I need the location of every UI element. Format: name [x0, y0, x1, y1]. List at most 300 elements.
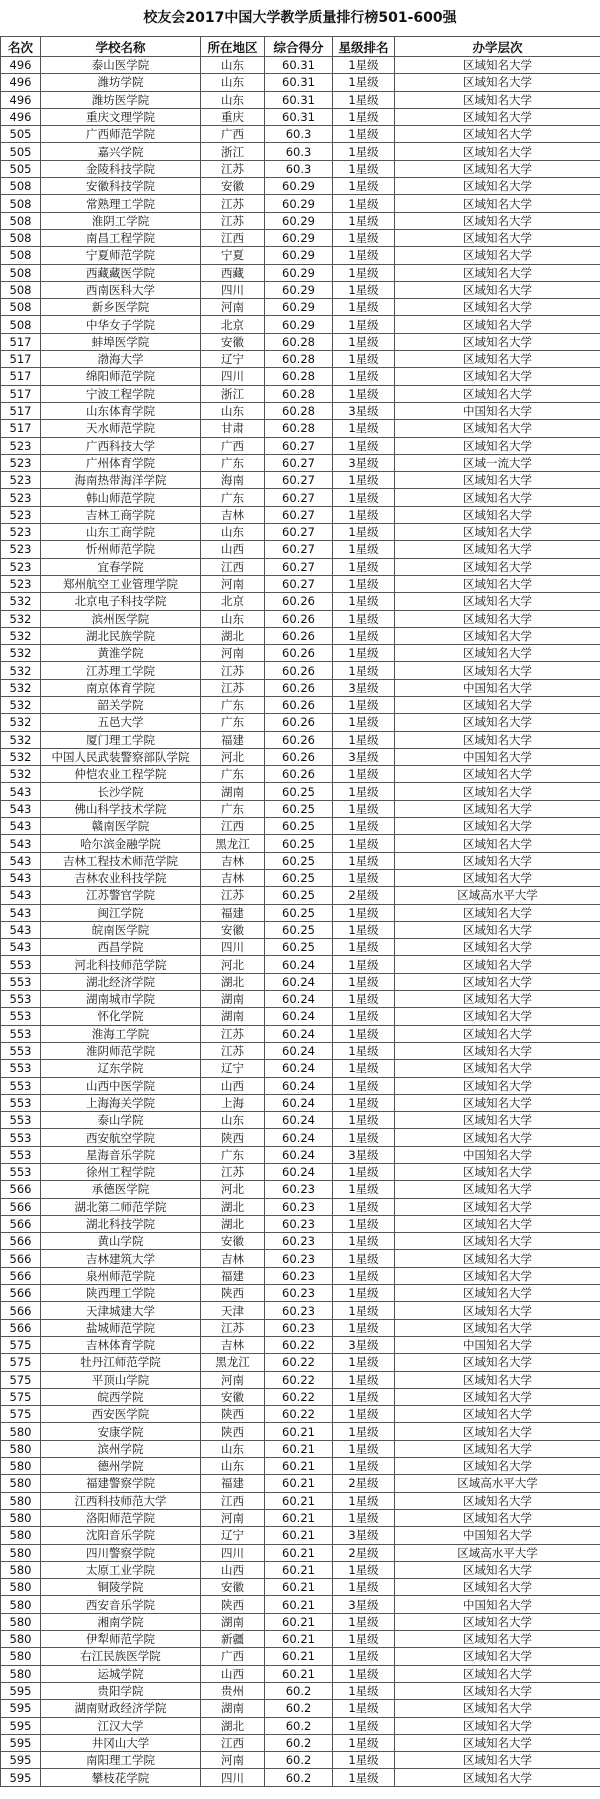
level-cell: 区域知名大学 [395, 714, 600, 731]
score-cell: 60.28 [265, 402, 333, 419]
score-cell: 60.24 [265, 956, 333, 973]
level-cell: 区域知名大学 [395, 1509, 600, 1526]
table-body [1, 57, 600, 1787]
score-cell: 60.21 [265, 1458, 333, 1475]
school-cell: 铜陵学院 [41, 1579, 201, 1596]
school-cell: 广西科技大学 [41, 437, 201, 454]
school-cell: 福建警察学院 [41, 1475, 201, 1492]
school-cell: 贵阳学院 [41, 1682, 201, 1699]
score-cell: 60.25 [265, 783, 333, 800]
region-cell: 山东 [201, 74, 265, 91]
level-cell: 区域知名大学 [395, 1354, 600, 1371]
level-cell: 区域知名大学 [395, 143, 600, 160]
school-cell: 湘南学院 [41, 1613, 201, 1630]
score-cell: 60.23 [265, 1267, 333, 1284]
score-cell: 60.27 [265, 437, 333, 454]
star-cell: 1星级 [333, 1285, 395, 1302]
region-cell: 黑龙江 [201, 835, 265, 852]
star-cell: 1星级 [333, 1181, 395, 1198]
region-cell: 安徽 [201, 921, 265, 938]
table-row [1, 454, 600, 471]
rank-cell: 566 [1, 1215, 41, 1232]
score-cell: 60.23 [265, 1250, 333, 1267]
rank-cell: 523 [1, 506, 41, 523]
star-cell: 1星级 [333, 904, 395, 921]
star-cell: 1星级 [333, 1492, 395, 1509]
school-cell: 新乡医学院 [41, 299, 201, 316]
table-row [1, 1042, 600, 1059]
star-cell: 1星级 [333, 1371, 395, 1388]
region-cell: 辽宁 [201, 351, 265, 368]
table-row [1, 1302, 600, 1319]
rank-cell: 517 [1, 420, 41, 437]
school-cell: 宁波工程学院 [41, 385, 201, 402]
table-row [1, 1077, 600, 1094]
rank-cell: 553 [1, 1060, 41, 1077]
level-cell: 区域知名大学 [395, 1233, 600, 1250]
level-cell: 区域知名大学 [395, 108, 600, 125]
score-cell: 60.27 [265, 575, 333, 592]
score-cell: 60.27 [265, 454, 333, 471]
school-cell: 吉林工程技术师范学院 [41, 852, 201, 869]
region-cell: 广东 [201, 696, 265, 713]
region-cell: 山西 [201, 1077, 265, 1094]
rank-cell: 553 [1, 1094, 41, 1111]
rank-cell: 595 [1, 1682, 41, 1699]
table-row [1, 1423, 600, 1440]
star-cell: 1星级 [333, 1665, 395, 1682]
level-cell: 区域知名大学 [395, 1302, 600, 1319]
rank-cell: 580 [1, 1423, 41, 1440]
school-cell: 潍坊医学院 [41, 91, 201, 108]
star-cell: 1星级 [333, 108, 395, 125]
rank-cell: 543 [1, 835, 41, 852]
rank-cell: 532 [1, 627, 41, 644]
table-row [1, 558, 600, 575]
level-cell: 中国知名大学 [395, 679, 600, 696]
table-row [1, 299, 600, 316]
score-cell: 60.27 [265, 558, 333, 575]
score-cell: 60.28 [265, 420, 333, 437]
school-cell: 安康学院 [41, 1423, 201, 1440]
level-cell: 区域知名大学 [395, 316, 600, 333]
level-cell: 区域知名大学 [395, 973, 600, 990]
star-cell: 1星级 [333, 299, 395, 316]
level-cell: 区域知名大学 [395, 420, 600, 437]
region-cell: 北京 [201, 316, 265, 333]
school-cell: 德州学院 [41, 1458, 201, 1475]
region-cell: 安徽 [201, 178, 265, 195]
rank-cell: 575 [1, 1406, 41, 1423]
region-cell: 广东 [201, 454, 265, 471]
level-cell: 区域知名大学 [395, 1267, 600, 1284]
star-cell: 1星级 [333, 1613, 395, 1630]
level-cell: 区域知名大学 [395, 593, 600, 610]
region-cell: 湖北 [201, 627, 265, 644]
region-cell: 江西 [201, 558, 265, 575]
star-cell: 1星级 [333, 195, 395, 212]
table-row [1, 1492, 600, 1509]
school-cell: 广西师范学院 [41, 126, 201, 143]
level-cell: 区域知名大学 [395, 1198, 600, 1215]
school-cell: 河北科技师范学院 [41, 956, 201, 973]
school-cell: 中国人民武装警察部队学院 [41, 748, 201, 765]
level-cell: 区域知名大学 [395, 1077, 600, 1094]
region-cell: 安徽 [201, 333, 265, 350]
score-cell: 60.24 [265, 1025, 333, 1042]
star-cell: 1星级 [333, 1042, 395, 1059]
level-cell: 区域知名大学 [395, 1458, 600, 1475]
table-row [1, 991, 600, 1008]
star-cell: 1星级 [333, 662, 395, 679]
school-cell: 渤海大学 [41, 351, 201, 368]
table-row [1, 1233, 600, 1250]
header-level: 办学层次 [395, 37, 600, 57]
score-cell: 60.2 [265, 1682, 333, 1699]
table-row [1, 1752, 600, 1769]
score-cell: 60.26 [265, 714, 333, 731]
table-row [1, 1112, 600, 1129]
star-cell: 3星级 [333, 1146, 395, 1163]
level-cell: 区域知名大学 [395, 1025, 600, 1042]
region-cell: 陕西 [201, 1285, 265, 1302]
school-cell: 金陵科技学院 [41, 160, 201, 177]
school-cell: 长沙学院 [41, 783, 201, 800]
score-cell: 60.24 [265, 1112, 333, 1129]
region-cell: 山东 [201, 1440, 265, 1457]
score-cell: 60.21 [265, 1579, 333, 1596]
star-cell: 1星级 [333, 939, 395, 956]
level-cell: 区域一流大学 [395, 454, 600, 471]
star-cell: 1星级 [333, 1164, 395, 1181]
region-cell: 湖南 [201, 1700, 265, 1717]
star-cell: 1星级 [333, 1077, 395, 1094]
level-cell: 区域知名大学 [395, 956, 600, 973]
level-cell: 区域知名大学 [395, 800, 600, 817]
header-rank: 名次 [1, 37, 41, 57]
rank-cell: 508 [1, 229, 41, 246]
star-cell: 3星级 [333, 748, 395, 765]
rank-cell: 532 [1, 696, 41, 713]
score-cell: 60.23 [265, 1319, 333, 1336]
table-row [1, 1631, 600, 1648]
level-cell: 区域知名大学 [395, 195, 600, 212]
rank-cell: 523 [1, 454, 41, 471]
score-cell: 60.25 [265, 869, 333, 886]
score-cell: 60.24 [265, 1094, 333, 1111]
table-row [1, 818, 600, 835]
level-cell: 区域知名大学 [395, 178, 600, 195]
region-cell: 广东 [201, 1146, 265, 1163]
level-cell: 区域知名大学 [395, 1423, 600, 1440]
rank-cell: 580 [1, 1613, 41, 1630]
star-cell: 3星级 [333, 402, 395, 419]
school-cell: 淮阴工学院 [41, 212, 201, 229]
star-cell: 1星级 [333, 524, 395, 541]
score-cell: 60.23 [265, 1285, 333, 1302]
level-cell: 区域知名大学 [395, 1613, 600, 1630]
region-cell: 河南 [201, 299, 265, 316]
star-cell: 1星级 [333, 610, 395, 627]
score-cell: 60.29 [265, 229, 333, 246]
star-cell: 1星级 [333, 126, 395, 143]
table-row [1, 1215, 600, 1232]
table-row [1, 1250, 600, 1267]
level-cell: 区域知名大学 [395, 1717, 600, 1734]
school-cell: 怀化学院 [41, 1008, 201, 1025]
region-cell: 湖北 [201, 1717, 265, 1734]
region-cell: 山西 [201, 541, 265, 558]
region-cell: 江苏 [201, 160, 265, 177]
rank-cell: 595 [1, 1700, 41, 1717]
school-cell: 韩山师范学院 [41, 489, 201, 506]
region-cell: 吉林 [201, 869, 265, 886]
table-row [1, 1579, 600, 1596]
score-cell: 60.26 [265, 627, 333, 644]
table-row [1, 143, 600, 160]
school-cell: 湖北科技学院 [41, 1215, 201, 1232]
table-row [1, 1544, 600, 1561]
table-row [1, 351, 600, 368]
region-cell: 山东 [201, 402, 265, 419]
header-star: 星级排名 [333, 37, 395, 57]
level-cell: 区域知名大学 [395, 783, 600, 800]
region-cell: 安徽 [201, 1233, 265, 1250]
rank-cell: 543 [1, 783, 41, 800]
level-cell: 区域知名大学 [395, 1734, 600, 1751]
score-cell: 60.21 [265, 1561, 333, 1578]
score-cell: 60.25 [265, 818, 333, 835]
star-cell: 1星级 [333, 1250, 395, 1267]
table-row [1, 264, 600, 281]
star-cell: 3星级 [333, 679, 395, 696]
level-cell: 区域知名大学 [395, 818, 600, 835]
school-cell: 西南医科大学 [41, 281, 201, 298]
score-cell: 60.21 [265, 1613, 333, 1630]
star-cell: 1星级 [333, 247, 395, 264]
star-cell: 1星级 [333, 575, 395, 592]
school-cell: 星海音乐学院 [41, 1146, 201, 1163]
score-cell: 60.24 [265, 1060, 333, 1077]
table-row [1, 696, 600, 713]
star-cell: 1星级 [333, 506, 395, 523]
score-cell: 60.29 [265, 178, 333, 195]
score-cell: 60.26 [265, 766, 333, 783]
score-cell: 60.24 [265, 1042, 333, 1059]
rank-cell: 580 [1, 1440, 41, 1457]
score-cell: 60.22 [265, 1406, 333, 1423]
star-cell: 1星级 [333, 57, 395, 74]
star-cell: 1星级 [333, 1440, 395, 1457]
region-cell: 吉林 [201, 1250, 265, 1267]
rank-cell: 553 [1, 973, 41, 990]
school-cell: 常熟理工学院 [41, 195, 201, 212]
score-cell: 60.3 [265, 126, 333, 143]
table-row [1, 333, 600, 350]
table-row [1, 679, 600, 696]
level-cell: 区域知名大学 [395, 558, 600, 575]
star-cell: 1星级 [333, 1682, 395, 1699]
level-cell: 区域知名大学 [395, 1094, 600, 1111]
rank-cell: 580 [1, 1579, 41, 1596]
score-cell: 60.26 [265, 731, 333, 748]
star-cell: 2星级 [333, 1544, 395, 1561]
table-row [1, 368, 600, 385]
school-cell: 皖南医学院 [41, 921, 201, 938]
region-cell: 重庆 [201, 108, 265, 125]
region-cell: 海南 [201, 472, 265, 489]
score-cell: 60.27 [265, 472, 333, 489]
region-cell: 江苏 [201, 212, 265, 229]
table-row [1, 610, 600, 627]
rank-cell: 580 [1, 1458, 41, 1475]
score-cell: 60.29 [265, 264, 333, 281]
star-cell: 1星级 [333, 714, 395, 731]
level-cell: 区域知名大学 [395, 1752, 600, 1769]
level-cell: 区域知名大学 [395, 57, 600, 74]
score-cell: 60.28 [265, 368, 333, 385]
table-row [1, 1025, 600, 1042]
score-cell: 60.24 [265, 1146, 333, 1163]
region-cell: 北京 [201, 593, 265, 610]
school-cell: 滨州医学院 [41, 610, 201, 627]
score-cell: 60.22 [265, 1388, 333, 1405]
star-cell: 1星级 [333, 1648, 395, 1665]
school-cell: 淮阴师范学院 [41, 1042, 201, 1059]
level-cell: 区域知名大学 [395, 1440, 600, 1457]
rank-cell: 580 [1, 1648, 41, 1665]
score-cell: 60.3 [265, 160, 333, 177]
school-cell: 忻州师范学院 [41, 541, 201, 558]
rank-cell: 543 [1, 800, 41, 817]
score-cell: 60.26 [265, 662, 333, 679]
table-row [1, 1336, 600, 1353]
table-row [1, 766, 600, 783]
region-cell: 山西 [201, 1561, 265, 1578]
rank-cell: 508 [1, 281, 41, 298]
level-cell: 区域知名大学 [395, 281, 600, 298]
rank-cell: 508 [1, 264, 41, 281]
level-cell: 区域知名大学 [395, 1008, 600, 1025]
rank-cell: 523 [1, 437, 41, 454]
level-cell: 区域知名大学 [395, 1060, 600, 1077]
region-cell: 黑龙江 [201, 1354, 265, 1371]
school-cell: 绵阳师范学院 [41, 368, 201, 385]
star-cell: 1星级 [333, 558, 395, 575]
score-cell: 60.28 [265, 351, 333, 368]
table-row [1, 1717, 600, 1734]
school-cell: 井冈山大学 [41, 1734, 201, 1751]
star-cell: 1星级 [333, 316, 395, 333]
star-cell: 1星级 [333, 1094, 395, 1111]
school-cell: 承德医学院 [41, 1181, 201, 1198]
score-cell: 60.26 [265, 593, 333, 610]
school-cell: 西藏藏医学院 [41, 264, 201, 281]
school-cell: 辽东学院 [41, 1060, 201, 1077]
table-row [1, 385, 600, 402]
school-cell: 黄淮学院 [41, 645, 201, 662]
score-cell: 60.23 [265, 1302, 333, 1319]
rank-cell: 496 [1, 74, 41, 91]
rank-cell: 532 [1, 679, 41, 696]
level-cell: 中国知名大学 [395, 1596, 600, 1613]
level-cell: 区域知名大学 [395, 541, 600, 558]
star-cell: 1星级 [333, 1060, 395, 1077]
school-cell: 洛阳师范学院 [41, 1509, 201, 1526]
table-row [1, 835, 600, 852]
region-cell: 湖北 [201, 1215, 265, 1232]
table-row [1, 1700, 600, 1717]
level-cell: 区域知名大学 [395, 1631, 600, 1648]
table-title: 校友会2017中国大学教学质量排行榜501-600强 [143, 10, 457, 26]
level-cell: 区域知名大学 [395, 575, 600, 592]
score-cell: 60.26 [265, 610, 333, 627]
region-cell: 广西 [201, 1648, 265, 1665]
rank-cell: 595 [1, 1734, 41, 1751]
rank-cell: 580 [1, 1631, 41, 1648]
school-cell: 南阳理工学院 [41, 1752, 201, 1769]
star-cell: 1星级 [333, 368, 395, 385]
region-cell: 陕西 [201, 1596, 265, 1613]
table-row [1, 904, 600, 921]
rank-cell: 580 [1, 1509, 41, 1526]
score-cell: 60.29 [265, 299, 333, 316]
table-row [1, 74, 600, 91]
star-cell: 1星级 [333, 541, 395, 558]
region-cell: 江西 [201, 1734, 265, 1751]
rank-cell: 580 [1, 1544, 41, 1561]
rank-cell: 575 [1, 1371, 41, 1388]
level-cell: 区域知名大学 [395, 731, 600, 748]
rank-cell: 517 [1, 351, 41, 368]
school-cell: 湖北民族学院 [41, 627, 201, 644]
table-row [1, 852, 600, 869]
level-cell: 区域知名大学 [395, 333, 600, 350]
region-cell: 浙江 [201, 143, 265, 160]
level-cell: 区域知名大学 [395, 1042, 600, 1059]
table-row [1, 575, 600, 592]
star-cell: 1星级 [333, 835, 395, 852]
school-cell: 湖北经济学院 [41, 973, 201, 990]
score-cell: 60.31 [265, 74, 333, 91]
school-cell: 佛山科学技术学院 [41, 800, 201, 817]
table-row [1, 91, 600, 108]
score-cell: 60.22 [265, 1336, 333, 1353]
region-cell: 山西 [201, 1665, 265, 1682]
rank-cell: 505 [1, 160, 41, 177]
star-cell: 1星级 [333, 1700, 395, 1717]
region-cell: 广东 [201, 489, 265, 506]
level-cell: 区域知名大学 [395, 1492, 600, 1509]
region-cell: 广东 [201, 714, 265, 731]
table-row [1, 1527, 600, 1544]
star-cell: 1星级 [333, 593, 395, 610]
school-cell: 江汉大学 [41, 1717, 201, 1734]
star-cell: 1星级 [333, 1734, 395, 1751]
level-cell: 区域知名大学 [395, 247, 600, 264]
star-cell: 1星级 [333, 74, 395, 91]
star-cell: 1星级 [333, 1354, 395, 1371]
star-cell: 1星级 [333, 1198, 395, 1215]
level-cell: 区域知名大学 [395, 1406, 600, 1423]
score-cell: 60.23 [265, 1181, 333, 1198]
star-cell: 1星级 [333, 645, 395, 662]
level-cell: 区域知名大学 [395, 921, 600, 938]
table-row [1, 1146, 600, 1163]
rank-cell: 496 [1, 108, 41, 125]
rank-cell: 553 [1, 1129, 41, 1146]
rank-cell: 523 [1, 541, 41, 558]
